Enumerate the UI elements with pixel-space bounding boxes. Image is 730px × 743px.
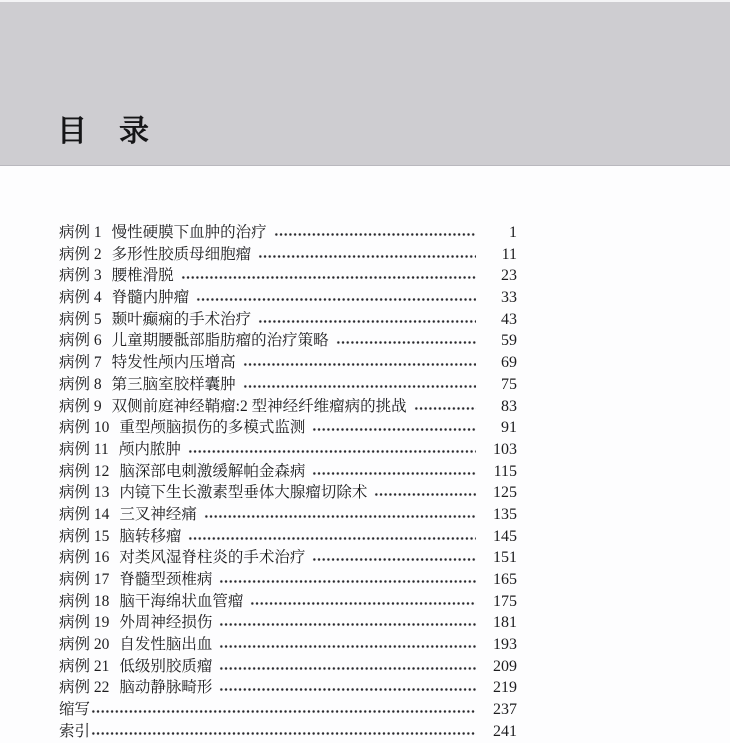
toc-entry-title: 脑动静脉畸形	[119, 679, 213, 697]
toc-entry-label: 病例 10	[59, 419, 110, 437]
toc-entry-page: 83	[501, 397, 517, 415]
toc-entry-label: 病例 16	[59, 549, 110, 567]
dot-leader	[258, 309, 476, 331]
toc-entry-page: 219	[493, 679, 517, 697]
dot-leader	[204, 504, 476, 526]
toc-entry-title: 第三脑室胶样囊肿	[111, 375, 236, 393]
toc-entry-label: 病例 22	[59, 679, 110, 697]
toc-entry-page: 181	[493, 614, 517, 632]
toc-entry-title: 低级别胶质瘤	[119, 657, 213, 675]
toc-entry-label: 病例 11	[59, 440, 109, 458]
toc-entry-page: 43	[501, 310, 517, 328]
toc-entry-page: 69	[501, 354, 517, 372]
dot-leader	[188, 439, 476, 461]
toc-row	[59, 612, 517, 634]
toc-entry-page: 33	[501, 289, 517, 307]
toc-entry-title: 对类风湿脊柱炎的手术治疗	[119, 549, 306, 567]
toc-entry-page: 103	[493, 440, 517, 458]
toc-entry-title: 三叉神经痛	[119, 505, 197, 523]
page-title: 目 录	[57, 115, 150, 148]
toc-row	[59, 265, 517, 287]
toc-entry-title: 儿童期腰骶部脂肪瘤的治疗策略	[111, 332, 329, 350]
toc-entry-title: 脑转移瘤	[119, 527, 182, 545]
toc-entry-title: 腰椎滑脱	[111, 267, 174, 285]
dot-leader	[250, 591, 476, 613]
dot-leader	[243, 374, 476, 396]
toc-entry-title: 索引	[59, 722, 91, 740]
toc-entry-title: 重型颅脑损伤的多模式监测	[119, 419, 306, 437]
toc-row	[59, 222, 517, 244]
toc-entry-title: 多形性胶质母细胞瘤	[111, 245, 252, 263]
toc-entry-title: 脊髓型颈椎病	[119, 571, 213, 588]
dot-leader	[312, 547, 476, 569]
dot-leader	[274, 222, 476, 244]
toc-entry-label: 病例 18	[59, 592, 110, 610]
toc-entry-title: 慢性硬膜下血肿的治疗	[111, 224, 267, 241]
toc-entry-title: 自发性脑出血	[119, 636, 213, 654]
toc-entry-title: 内镜下生长激素型垂体大腺瘤切除术	[119, 484, 368, 502]
dot-leader	[312, 417, 476, 439]
toc-row	[59, 699, 517, 721]
toc-entry-label: 病例 7	[59, 354, 102, 372]
toc-row	[59, 721, 517, 743]
toc-entry-page: 59	[501, 332, 517, 350]
toc-entry-label: 病例 21	[59, 657, 110, 675]
dot-leader	[219, 677, 476, 699]
toc-entry-title: 特发性颅内压增高	[111, 354, 236, 372]
toc-entry-page: 75	[501, 375, 517, 393]
toc-row	[59, 287, 517, 309]
toc-row	[59, 396, 517, 418]
dot-leader	[196, 287, 476, 309]
toc-row	[59, 526, 517, 548]
toc-entry-label: 病例 8	[59, 375, 102, 393]
toc-row	[59, 461, 517, 483]
dot-leader	[188, 526, 476, 548]
toc-entry-label: 病例 19	[59, 614, 110, 632]
toc-entry-label: 病例 15	[59, 527, 110, 545]
toc-entry-page: 23	[501, 267, 517, 285]
dot-leader	[91, 721, 476, 743]
dot-leader	[336, 330, 476, 352]
toc-entry-page: 115	[493, 462, 517, 480]
dot-leader	[91, 699, 476, 721]
toc-entry-label: 病例 20	[59, 636, 110, 654]
toc-entry-label: 病例 1	[59, 224, 102, 241]
toc-row	[59, 634, 517, 656]
toc-entry-label: 病例 14	[59, 505, 110, 523]
toc-entry-page: 209	[493, 657, 517, 675]
toc-row	[59, 482, 517, 504]
toc-row	[59, 374, 517, 396]
toc-entry-title: 脊髓内肿瘤	[111, 289, 190, 307]
dot-leader	[312, 461, 476, 483]
toc-row	[59, 656, 517, 678]
dot-leader	[243, 352, 476, 374]
dot-leader	[181, 265, 476, 287]
dot-leader	[219, 634, 476, 656]
toc-entry-page: 135	[493, 505, 517, 523]
toc-entry-label: 病例 5	[59, 310, 102, 328]
toc-entry-label: 病例 9	[59, 397, 102, 415]
toc-row	[59, 569, 517, 591]
toc-row	[59, 309, 517, 331]
toc-entry-title: 缩写	[59, 701, 91, 719]
toc-entry-label: 病例 17	[59, 571, 110, 588]
toc-entry-label: 病例 2	[59, 245, 102, 263]
toc-entry-page: 175	[493, 592, 517, 610]
toc-row	[59, 439, 517, 461]
toc-list	[59, 222, 517, 743]
toc-entry-page: 125	[493, 484, 517, 502]
toc-entry-title: 外周神经损伤	[119, 614, 213, 632]
toc-entry-page: 237	[493, 701, 517, 719]
header-band	[0, 0, 730, 166]
toc-row	[59, 244, 517, 266]
toc-row	[59, 330, 517, 352]
toc-entry-title: 脑干海绵状血管瘤	[119, 592, 244, 610]
dot-leader	[414, 396, 476, 418]
toc-entry-label: 病例 12	[59, 462, 110, 480]
toc-row	[59, 417, 517, 439]
toc-entry-label: 病例 6	[59, 332, 102, 350]
toc-entry-page: 145	[493, 527, 517, 545]
toc-entry-page: 165	[493, 571, 517, 588]
toc-entry-page: 241	[493, 722, 517, 740]
toc-entry-page: 193	[493, 636, 517, 654]
toc-entry-page: 91	[501, 419, 517, 437]
toc-entry-page: 1	[509, 224, 517, 241]
dot-leader	[219, 656, 476, 678]
toc-entry-title: 颅内脓肿	[118, 440, 181, 458]
dot-leader	[219, 569, 476, 591]
toc-entry-label: 病例 13	[59, 484, 110, 502]
toc-entry-page: 11	[501, 245, 517, 263]
dot-leader	[374, 482, 476, 504]
dot-leader	[219, 612, 476, 634]
toc-row	[59, 352, 517, 374]
toc-entry-title: 脑深部电刺激缓解帕金森病	[119, 462, 306, 480]
toc-entry-page: 151	[493, 549, 517, 567]
toc-entry-label: 病例 4	[59, 289, 102, 307]
dot-leader	[258, 244, 476, 266]
toc-entry-label: 病例 3	[59, 267, 102, 285]
toc-row	[59, 504, 517, 526]
toc-entry-title: 双侧前庭神经鞘瘤:2 型神经纤维瘤病的挑战	[111, 397, 407, 415]
toc-row	[59, 547, 517, 569]
toc-entry-title: 颞叶癫痫的手术治疗	[111, 310, 252, 328]
toc-row	[59, 591, 517, 613]
toc-row	[59, 677, 517, 699]
